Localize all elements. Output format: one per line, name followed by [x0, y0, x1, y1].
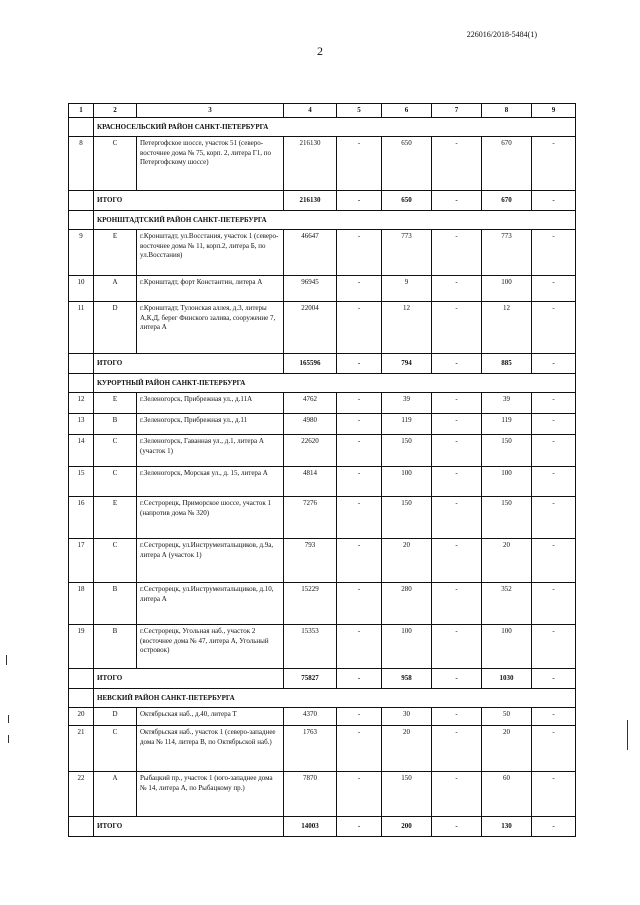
- category: B: [94, 625, 137, 669]
- total-c7: -: [432, 817, 482, 837]
- value-c4: 7276: [284, 497, 337, 539]
- value-c9: -: [532, 137, 576, 191]
- value-c9: -: [532, 539, 576, 583]
- value-c6: 150: [382, 772, 432, 817]
- value-c7: -: [432, 414, 482, 435]
- total-label: ИТОГО: [94, 669, 284, 689]
- empty-cell: [69, 669, 94, 689]
- value-c5: -: [337, 497, 382, 539]
- value-c5: -: [337, 726, 382, 772]
- value-c6: 150: [382, 497, 432, 539]
- value-c4: 793: [284, 539, 337, 583]
- address: г.Сестрорецк, ул.Инструментальщиков, д.10, литера А: [137, 583, 284, 625]
- total-c9: -: [532, 354, 576, 374]
- district-title: КУРОРТНЫЙ РАЙОН САНКТ-ПЕТЕРБУРГА: [94, 374, 576, 393]
- value-c4: 4814: [284, 467, 337, 497]
- row-number: 14: [69, 435, 94, 467]
- total-c8: 885: [482, 354, 532, 374]
- value-c5: -: [337, 435, 382, 467]
- row-number: 11: [69, 302, 94, 354]
- row-number: 9: [69, 230, 94, 276]
- row-number: 20: [69, 708, 94, 726]
- value-c4: 15229: [284, 583, 337, 625]
- value-c6: 9: [382, 276, 432, 302]
- value-c7: -: [432, 276, 482, 302]
- empty-cell: [69, 817, 94, 837]
- empty-cell: [69, 191, 94, 211]
- table-row: [69, 497, 576, 539]
- column-header: 6: [382, 104, 432, 118]
- value-c9: -: [532, 302, 576, 354]
- empty-cell: [69, 211, 94, 230]
- empty-cell: [69, 689, 94, 708]
- value-c8: 150: [482, 435, 532, 467]
- value-c5: -: [337, 583, 382, 625]
- value-c7: -: [432, 497, 482, 539]
- value-c7: -: [432, 302, 482, 354]
- total-c5: -: [337, 669, 382, 689]
- total-c8: 670: [482, 191, 532, 211]
- value-c6: 39: [382, 393, 432, 414]
- value-c8: 352: [482, 583, 532, 625]
- value-c6: 12: [382, 302, 432, 354]
- value-c7: -: [432, 726, 482, 772]
- row-number: 21: [69, 726, 94, 772]
- value-c7: -: [432, 435, 482, 467]
- value-c8: 670: [482, 137, 532, 191]
- table-row: [69, 772, 576, 817]
- value-c6: 20: [382, 539, 432, 583]
- column-header: 2: [94, 104, 137, 118]
- value-c7: -: [432, 393, 482, 414]
- empty-cell: [69, 354, 94, 374]
- value-c7: -: [432, 230, 482, 276]
- value-c5: -: [337, 393, 382, 414]
- value-c8: 12: [482, 302, 532, 354]
- address: Рыбацкий пр., участок 1 (юго-западнее дома № 14, литера А, по Рыбацкому пр.): [137, 772, 284, 817]
- total-c9: -: [532, 817, 576, 837]
- total-c4: 165596: [284, 354, 337, 374]
- address: г.Зеленогорск, Прибрежная ул., д.11: [137, 414, 284, 435]
- value-c5: -: [337, 539, 382, 583]
- address: Петергофское шоссе, участок 51 (северо-восточнее дома № 75, корп. 2, литера Г1, по Петергофскому шоссе): [137, 137, 284, 191]
- row-number: 13: [69, 414, 94, 435]
- total-row: [69, 354, 576, 374]
- address: Октябрьская наб., участок 1 (северо-западнее дома № 114, литера В, по Октябрьской наб.): [137, 726, 284, 772]
- value-c5: -: [337, 772, 382, 817]
- table-row: [69, 708, 576, 726]
- value-c6: 20: [382, 726, 432, 772]
- column-header: 1: [69, 104, 94, 118]
- value-c6: 119: [382, 414, 432, 435]
- value-c4: 46647: [284, 230, 337, 276]
- table-row: [69, 276, 576, 302]
- data-table: [68, 103, 576, 837]
- value-c9: -: [532, 414, 576, 435]
- value-c7: -: [432, 137, 482, 191]
- total-c7: -: [432, 191, 482, 211]
- value-c8: 150: [482, 497, 532, 539]
- value-c8: 773: [482, 230, 532, 276]
- value-c8: 50: [482, 708, 532, 726]
- total-c6: 650: [382, 191, 432, 211]
- total-c7: -: [432, 354, 482, 374]
- scan-mark: [8, 735, 9, 743]
- scan-mark: [8, 715, 9, 723]
- row-number: 18: [69, 583, 94, 625]
- value-c5: -: [337, 302, 382, 354]
- total-c5: -: [337, 354, 382, 374]
- address: Октябрьская наб., д.40, литера Т: [137, 708, 284, 726]
- district-heading-row: [69, 118, 576, 137]
- value-c4: 22004: [284, 302, 337, 354]
- table-row: [69, 467, 576, 497]
- table-row: [69, 230, 576, 276]
- value-c5: -: [337, 137, 382, 191]
- value-c9: -: [532, 497, 576, 539]
- category: D: [94, 302, 137, 354]
- value-c8: 60: [482, 772, 532, 817]
- category: E: [94, 497, 137, 539]
- value-c8: 100: [482, 276, 532, 302]
- category: A: [94, 772, 137, 817]
- row-number: 10: [69, 276, 94, 302]
- category: C: [94, 539, 137, 583]
- scan-mark: [6, 655, 7, 665]
- value-c5: -: [337, 414, 382, 435]
- value-c5: -: [337, 625, 382, 669]
- value-c4: 4980: [284, 414, 337, 435]
- value-c5: -: [337, 230, 382, 276]
- value-c7: -: [432, 625, 482, 669]
- empty-cell: [69, 374, 94, 393]
- table-row: [69, 583, 576, 625]
- table-header-row: [69, 104, 576, 118]
- value-c9: -: [532, 772, 576, 817]
- total-c8: 130: [482, 817, 532, 837]
- value-c7: -: [432, 772, 482, 817]
- value-c8: 100: [482, 625, 532, 669]
- row-number: 16: [69, 497, 94, 539]
- total-label: ИТОГО: [94, 191, 284, 211]
- total-c4: 216130: [284, 191, 337, 211]
- value-c7: -: [432, 708, 482, 726]
- address: г.Зеленогорск, Прибрежная ул., д.11А: [137, 393, 284, 414]
- value-c4: 4762: [284, 393, 337, 414]
- value-c4: 15353: [284, 625, 337, 669]
- value-c8: 39: [482, 393, 532, 414]
- category: B: [94, 414, 137, 435]
- total-c5: -: [337, 817, 382, 837]
- value-c9: -: [532, 583, 576, 625]
- value-c9: -: [532, 435, 576, 467]
- column-header: 7: [432, 104, 482, 118]
- column-header: 3: [137, 104, 284, 118]
- table-row: [69, 137, 576, 191]
- category: A: [94, 276, 137, 302]
- total-row: [69, 191, 576, 211]
- value-c4: 7870: [284, 772, 337, 817]
- value-c6: 773: [382, 230, 432, 276]
- district-title: НЕВСКИЙ РАЙОН САНКТ-ПЕТЕРБУРГА: [94, 689, 576, 708]
- value-c8: 100: [482, 467, 532, 497]
- category: E: [94, 230, 137, 276]
- column-header: 8: [482, 104, 532, 118]
- value-c8: 119: [482, 414, 532, 435]
- total-row: [69, 817, 576, 837]
- total-c4: 75827: [284, 669, 337, 689]
- table-row: [69, 625, 576, 669]
- scan-mark: [627, 720, 628, 750]
- address: г.Кронштадт, ул.Восстания, участок 1 (северо-восточнее дома № 11, корп.2, литера Б, по ул.Восстания): [137, 230, 284, 276]
- row-number: 17: [69, 539, 94, 583]
- total-c6: 794: [382, 354, 432, 374]
- value-c7: -: [432, 539, 482, 583]
- value-c9: -: [532, 726, 576, 772]
- value-c4: 4370: [284, 708, 337, 726]
- row-number: 8: [69, 137, 94, 191]
- value-c6: 30: [382, 708, 432, 726]
- category: B: [94, 583, 137, 625]
- value-c4: 1763: [284, 726, 337, 772]
- category: C: [94, 467, 137, 497]
- total-c9: -: [532, 191, 576, 211]
- value-c6: 100: [382, 467, 432, 497]
- page-number: 2: [317, 44, 323, 58]
- address: г.Кронштадт, форт Константин, литера А: [137, 276, 284, 302]
- total-c8: 1030: [482, 669, 532, 689]
- total-c7: -: [432, 669, 482, 689]
- value-c6: 650: [382, 137, 432, 191]
- value-c9: -: [532, 230, 576, 276]
- total-row: [69, 669, 576, 689]
- value-c6: 150: [382, 435, 432, 467]
- total-c6: 200: [382, 817, 432, 837]
- table-row: [69, 414, 576, 435]
- table-row: [69, 726, 576, 772]
- value-c8: 20: [482, 726, 532, 772]
- value-c9: -: [532, 276, 576, 302]
- value-c9: -: [532, 467, 576, 497]
- value-c4: 216130: [284, 137, 337, 191]
- total-c4: 14003: [284, 817, 337, 837]
- total-label: ИТОГО: [94, 354, 284, 374]
- document-id: 226016/2018-5484(1): [466, 30, 537, 39]
- table-row: [69, 393, 576, 414]
- value-c5: -: [337, 467, 382, 497]
- value-c6: 100: [382, 625, 432, 669]
- category: C: [94, 435, 137, 467]
- table-row: [69, 435, 576, 467]
- district-heading-row: [69, 211, 576, 230]
- value-c4: 22620: [284, 435, 337, 467]
- column-header: 5: [337, 104, 382, 118]
- table-row: [69, 302, 576, 354]
- row-number: 22: [69, 772, 94, 817]
- column-header: 4: [284, 104, 337, 118]
- address: г.Сестрорецк, Угольная наб., участок 2 (восточнее дома № 47, литера А, Угольный островок): [137, 625, 284, 669]
- category: D: [94, 708, 137, 726]
- row-number: 15: [69, 467, 94, 497]
- address: г.Кронштадт, Тулонская аллея, д.3, литеры А,К,Д, берег Финского залива, сооружение 7, литера А: [137, 302, 284, 354]
- row-number: 12: [69, 393, 94, 414]
- table-row: [69, 539, 576, 583]
- district-heading-row: [69, 374, 576, 393]
- district-title: КРАСНОСЕЛЬСКИЙ РАЙОН САНКТ-ПЕТЕРБУРГА: [94, 118, 576, 137]
- address: г.Сестрорецк, Приморское шоссе, участок 1 (напротив дома № 320): [137, 497, 284, 539]
- value-c6: 280: [382, 583, 432, 625]
- total-c5: -: [337, 191, 382, 211]
- value-c9: -: [532, 625, 576, 669]
- row-number: 19: [69, 625, 94, 669]
- empty-cell: [69, 118, 94, 137]
- address: г.Зеленогорск, Морская ул., д. 15, литера А: [137, 467, 284, 497]
- address: г.Зеленогорск, Гаванная ул., д.1, литера А (участок 1): [137, 435, 284, 467]
- value-c5: -: [337, 276, 382, 302]
- total-label: ИТОГО: [94, 817, 284, 837]
- value-c5: -: [337, 708, 382, 726]
- column-header: 9: [532, 104, 576, 118]
- district-heading-row: [69, 689, 576, 708]
- category: E: [94, 393, 137, 414]
- value-c7: -: [432, 467, 482, 497]
- value-c8: 20: [482, 539, 532, 583]
- district-title: КРОНШТАДТСКИЙ РАЙОН САНКТ-ПЕТЕРБУРГА: [94, 211, 576, 230]
- value-c7: -: [432, 583, 482, 625]
- category: C: [94, 137, 137, 191]
- value-c4: 96945: [284, 276, 337, 302]
- value-c9: -: [532, 708, 576, 726]
- value-c9: -: [532, 393, 576, 414]
- total-c9: -: [532, 669, 576, 689]
- address: г.Сестрорецк, ул.Инструментальщиков, д.9а, литера А (участок 1): [137, 539, 284, 583]
- category: C: [94, 726, 137, 772]
- total-c6: 958: [382, 669, 432, 689]
